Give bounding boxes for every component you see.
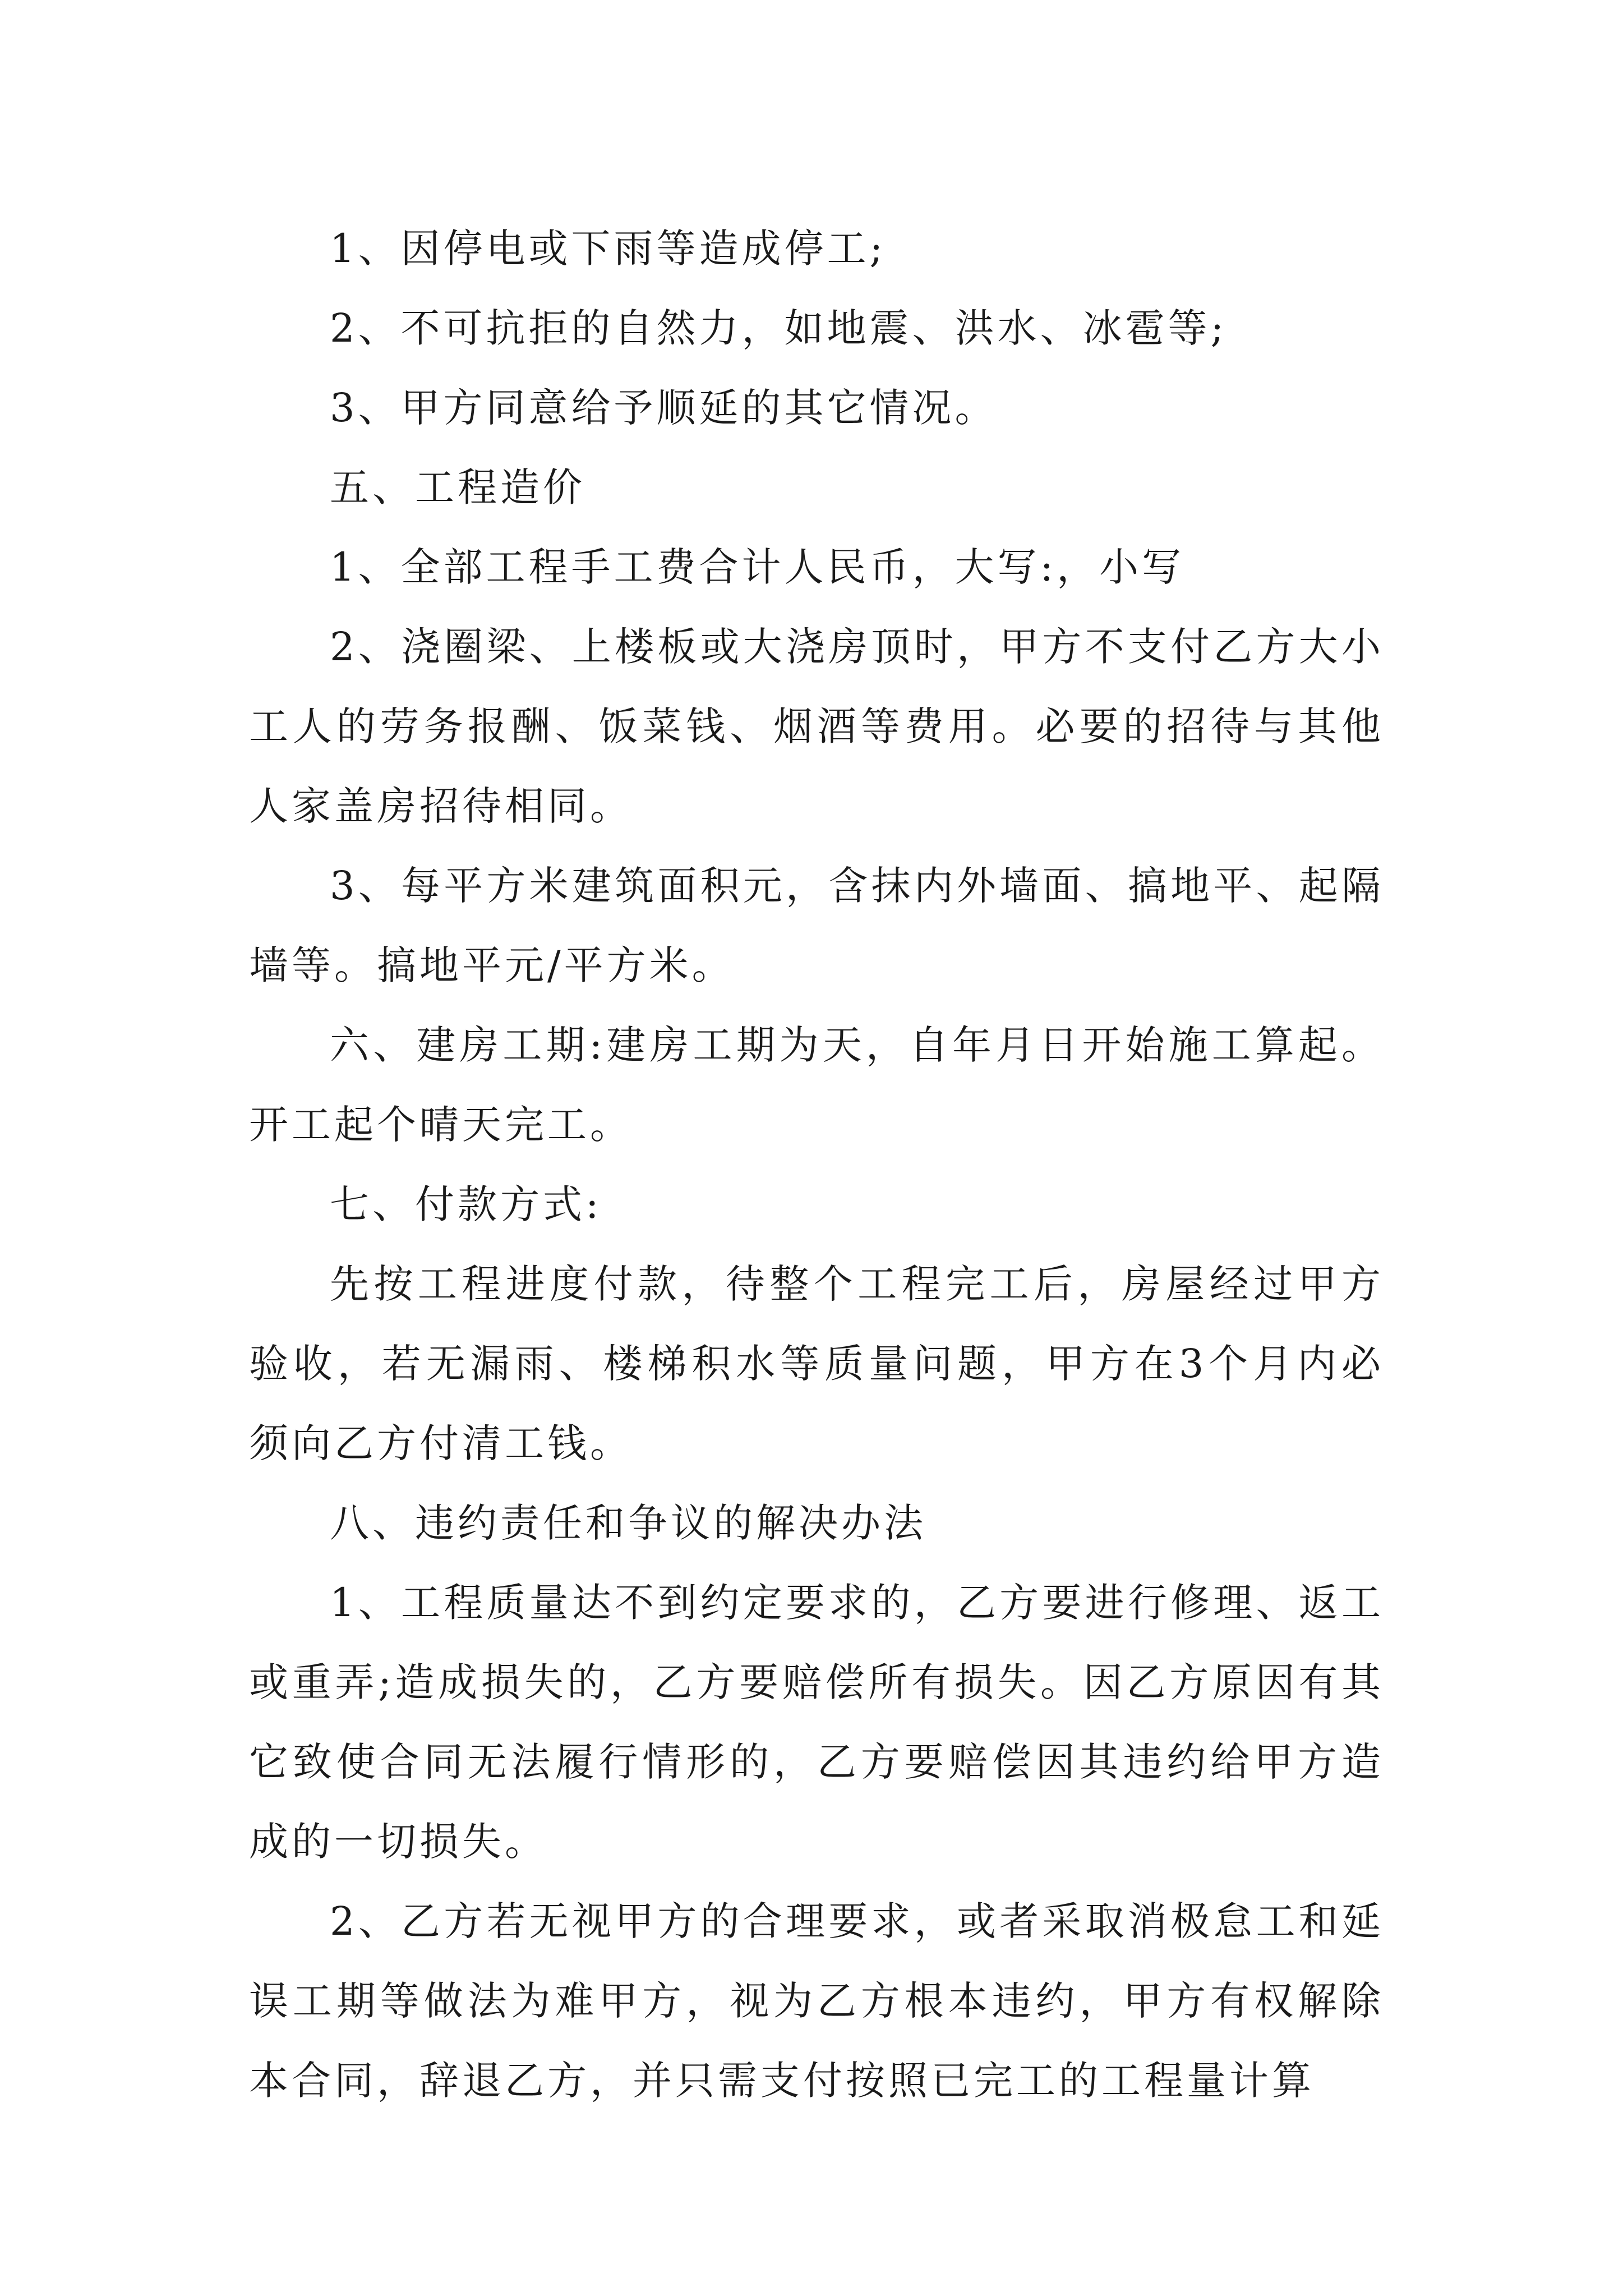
clause-delay-other: 3、甲方同意给予顺延的其它情况。 bbox=[330, 385, 998, 431]
clause-delay-power-rain: 1、因停电或下雨等造成停工; bbox=[330, 226, 887, 272]
section-construction-period: 六、建房工期:建房工期为天，自年月日开始施工算起。开工起个晴天完工。 bbox=[249, 1022, 1384, 1148]
clause-payment-terms: 先按工程进度付款，待整个工程完工后，房屋经过甲方验收，若无漏雨、楼梯积水等质量问题，甲方在3个月内必须向乙方付清工钱。 bbox=[249, 1261, 1384, 1466]
clause-unit-price: 3、每平方米建筑面积元，含抹内外墙面、搞地平、起隔墙等。搞地平元/平方米。 bbox=[249, 863, 1384, 988]
section-heading-payment: 七、付款方式: bbox=[330, 1181, 602, 1227]
section-heading-liability: 八、违约责任和争议的解决办法 bbox=[330, 1500, 926, 1546]
clause-breach-termination: 2、乙方若无视甲方的合理要求，或者采取消极怠工和延误工期等做法为难甲方，视为乙方根本违约，甲方有权解除本合同，辞退乙方，并只需支付按照已完工的工程量计算 bbox=[249, 1898, 1384, 2104]
clause-total-labor-fee: 1、全部工程手工费合计人民币，大写:，小写 bbox=[330, 544, 1185, 590]
section-heading-cost: 五、工程造价 bbox=[330, 464, 585, 510]
clause-quality-liability: 1、工程质量达不到约定要求的，乙方要进行修理、返工或重弄;造成损失的，乙方要赔偿所有损失。因乙方原因有其它致使合同无法履行情形的，乙方要赔偿因其违约给甲方造成的一切损失。 bbox=[249, 1580, 1384, 1865]
clause-pouring-expenses: 2、浇圈梁、上楼板或大浇房顶时，甲方不支付乙方大小工人的劳务报酬、饭菜钱、烟酒等费用。必要的招待与其他人家盖房招待相同。 bbox=[249, 624, 1384, 829]
document-body bbox=[249, 209, 1384, 2120]
clause-delay-force-majeure: 2、不可抗拒的自然力，如地震、洪水、冰雹等; bbox=[330, 305, 1228, 351]
